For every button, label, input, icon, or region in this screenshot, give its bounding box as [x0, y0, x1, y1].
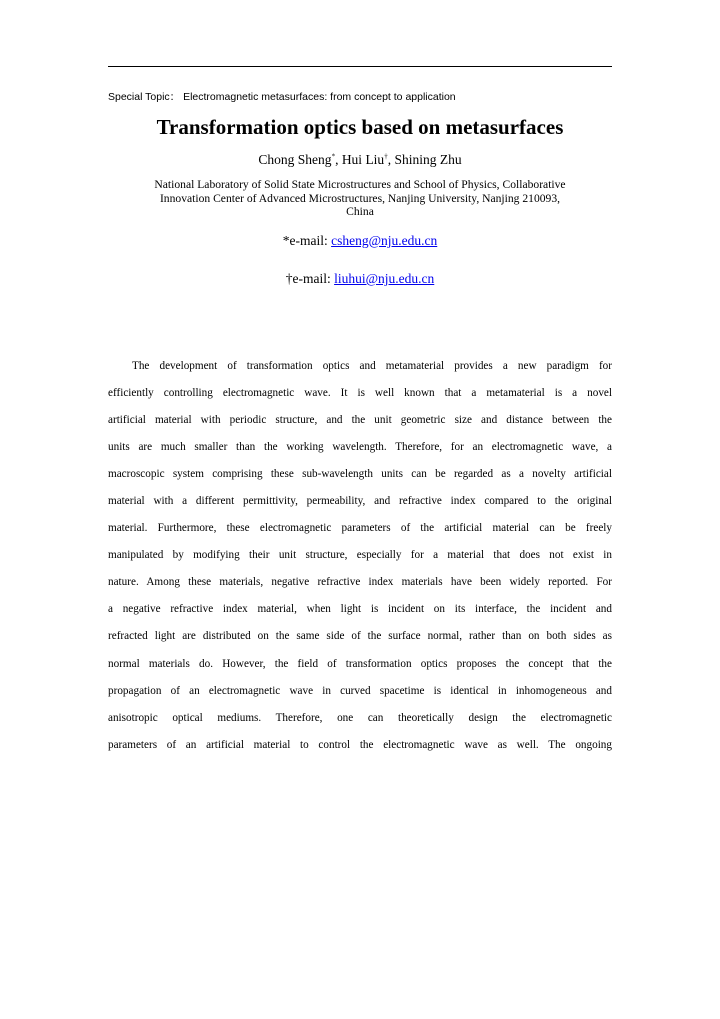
body-line: a negative refractive index material, when light is incident on its interface, the incident and	[108, 603, 612, 616]
paper-title: Transformation optics based on metasurfaces	[156, 115, 564, 139]
body-line: normal materials do. However, the field of transformation optics proposes the concept that the	[108, 657, 612, 670]
author-name: Hui Liu	[341, 152, 385, 167]
body-line: parameters of an artificial material to control the electromagnetic wave as well. The ongoing	[108, 738, 612, 751]
affiliation-line: National Laboratory of Solid State Microstructures and School of Physics, Collaborative	[154, 178, 566, 191]
body-line: efficiently controlling electromagnetic wave. It is well known that a metamaterial is a novel	[108, 387, 612, 400]
email-line	[0, 232, 720, 250]
body-line: nature. Among these materials, negative refractive index materials have been widely reported. For	[108, 576, 612, 589]
header-rule	[108, 66, 612, 67]
body-line: manipulated by modifying their unit structure, especially for a material that does not exist in	[108, 549, 612, 562]
author-name: Shining Zhu	[394, 152, 462, 167]
author-mark: *	[331, 152, 336, 161]
affiliation-line: Innovation Center of Advanced Microstructures, Nanjing University, Nanjing 210093,	[159, 191, 561, 205]
email-prefix: †e-mail:	[285, 271, 335, 286]
body-line: material with a different permittivity, permeability, and refractive index compared to the original	[108, 495, 612, 508]
author-mark: †	[384, 152, 388, 161]
body-line: The development of transformation optics and metamaterial provides a new paradigm for	[132, 360, 612, 372]
affiliation-line: China	[346, 205, 374, 218]
body-line: macroscopic system comprising these sub-wavelength units can be regarded as a novelty artificial	[108, 468, 612, 481]
body-line: propagation of an electromagnetic wave in curved spacetime is identical in inhomogeneous and	[108, 684, 612, 697]
affiliation	[108, 178, 612, 219]
author-list: Chong Sheng*, Hui Liu†, Shining Zhu	[258, 152, 462, 167]
email-prefix: *e-mail:	[282, 233, 332, 248]
email-link[interactable]: liuhui@nju.edu.cn	[334, 271, 435, 286]
body-line: anisotropic optical mediums. Therefore, one can theoretically design the electromagnetic	[108, 711, 612, 724]
body-line: units are much smaller than the working wavelength. Therefore, for an electromagnetic wave, a	[108, 441, 612, 454]
email-link[interactable]: csheng@nju.edu.cn	[331, 233, 438, 248]
author-name: Chong Sheng	[258, 152, 332, 167]
body-line: artificial material with periodic structure, and the unit geometric size and distance between the	[108, 414, 612, 427]
body-paragraph	[108, 353, 612, 759]
body-line: material. Furthermore, these electromagnetic parameters of the artificial material can be freely	[108, 522, 612, 535]
body-line: refracted light are distributed on the same side of the surface normal, rather than on both sides as	[108, 630, 612, 643]
email-line	[0, 270, 720, 288]
special-topic-header: Special Topic： Electromagnetic metasurfaces: from concept to application	[108, 91, 456, 103]
